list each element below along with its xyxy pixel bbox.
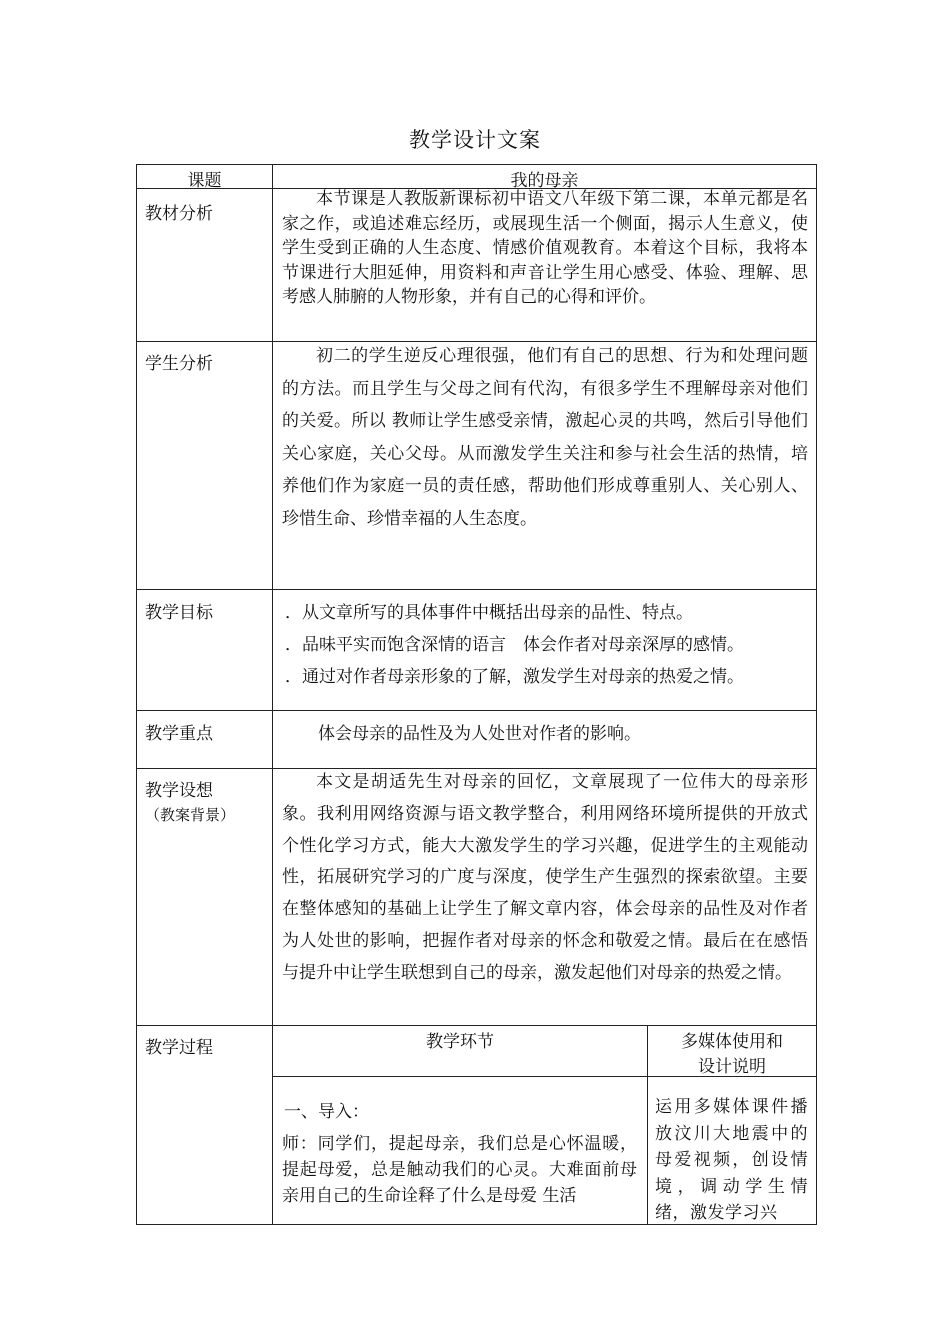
- process-media-text: 运用多媒体课件播放汶川大地震中的母爱视频，创设情境，调动学生情绪，激发学习兴: [655, 1097, 808, 1223]
- process-col2-header-line1: 多媒体使用和: [681, 1032, 783, 1052]
- process-step-title: 一、导入：: [284, 1102, 369, 1122]
- topic-value: 我的母亲: [510, 171, 579, 191]
- table-border-right: [816, 164, 817, 1225]
- materials-text: 本节课是人教版新课标初中语文八年级下第二课，本单元都是名家之作，或追述难忘经历，或展现生活一个侧面，揭示人生意义，使学生受到正确的人生态度、情感价值观教育。本着这个目标，我将本节课进行大胆延伸，用资料和声音让学生用心感受、体验、理解、思考感人肺腑的人物形象，并有自己的心得和评价。: [282, 189, 808, 308]
- column-divider: [272, 164, 273, 1225]
- students-text: 初二的学生逆反心理很强，他们有自己的思想、行为和处理问题的方法。而且学生与父母之间有代沟，有很多学生不理解母亲对他们的关爱。所以 教师让学生感受亲情，激起心灵的共鸣，然后引导他们关心家庭，关心父母。从而激发学生关注和参与社会生活的热情，培养他们作为家庭一员的责任感，帮助他们形成尊重别人、关心别人、珍惜生命、珍惜幸福的人生态度。: [282, 346, 808, 529]
- process-col1-header: 教学环节: [426, 1032, 494, 1052]
- process-step-text: 师：同学们，提起母亲，我们总是心怀温暖，提起母爱，总是触动我们的心灵。大难面前母亲用自己的生命诠释了什么是母爱 生活: [282, 1134, 637, 1206]
- table-border-left: [136, 164, 137, 1225]
- focus-text: 体会母亲的品性及为人处世对作者的影响。: [318, 724, 641, 744]
- focus-label: 教学重点: [145, 724, 213, 744]
- materials-label: 教材分析: [145, 204, 213, 224]
- row-divider: [136, 1025, 817, 1026]
- goal-item: ．通过对作者母亲形象的了解，激发学生对母亲的热爱之情。: [285, 667, 744, 687]
- process-label: 教学过程: [145, 1038, 213, 1058]
- topic-label: 课题: [187, 171, 222, 191]
- process-col2-header-line2: 设计说明: [698, 1057, 766, 1077]
- design-text: 本文是胡适先生对母亲的回忆，文章展现了一位伟大的母亲形象。我利用网络资源与语文教学整合，利用网络环境所提供的开放式个性化学习方式，能大大激发学生的学习兴趣，促进学生的主观能动性，拓展研究学习的广度与深度，使学生产生强烈的探索欲望。主要在整体感知的基础上让学生了解文章内容，体会母亲的品性及对作者为人处世的影响，把握作者对母亲的怀念和敬爱之情。最后在在感悟与提升中让学生联想到自己的母亲，激发起他们对母亲的热爱之情。: [282, 772, 808, 983]
- students-label: 学生分析: [145, 354, 213, 374]
- page-title: 教学设计文案: [409, 128, 541, 152]
- row-divider: [136, 710, 817, 711]
- design-label: 教学设想: [145, 781, 213, 801]
- goal-item: ．品味平实而饱含深情的语言 体会作者对母亲深厚的感情。: [285, 635, 744, 655]
- table-border-top: [136, 164, 817, 165]
- goals-label: 教学目标: [145, 603, 213, 623]
- design-sublabel: （教案背景）: [145, 806, 236, 824]
- goal-item: ．从文章所写的具体事件中概括出母亲的品性、特点。: [285, 603, 693, 623]
- row-divider: [136, 589, 817, 590]
